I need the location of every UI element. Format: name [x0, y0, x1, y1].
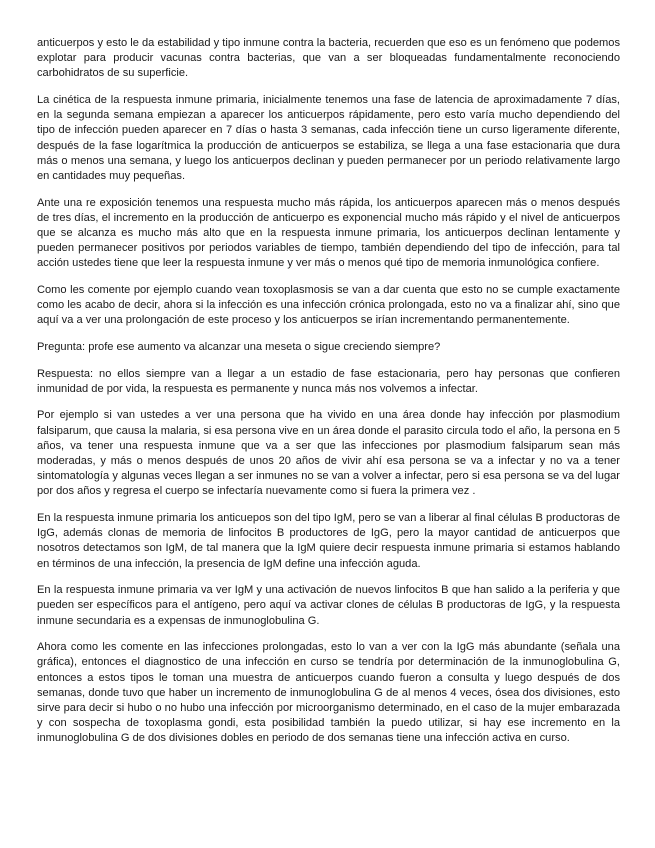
paragraph-question: Pregunta: profe ese aumento va alcanzar una meseta o sigue creciendo siempre?	[37, 341, 441, 354]
paragraph-reexposure-response: Ante una re exposición tenemos una respuesta mucho más rápida, los anticuerpos aparecen más o menos después de tres días, el incremento en la producción de anticuerpo es exponencial mucho más rápido y el nivel de anticuerpos que se alcanza es mucho más alto que en la respuesta inmune primaria, los anticuerpos declinan lentamente y pueden permanecer positivos por periodos variables de tiempo, también dependiendo del tipo de infección, para tal acción ustedes tiene que leer la respuesta inmune y ver más o menos qué tipo de memoria inmunológica confiere.	[37, 196, 620, 270]
paragraph-toxoplasmosis-example: Como les comente por ejemplo cuando vean toxoplasmosis se van a dar cuenta que esto no se cumple exactamente como les acabo de decir, ahora si la infección es una infección crónica prolongada, esto no va a finalizar ahí, sino que aquí va a ver una prolongación de este proceso y los anticuerpos se irían incrementando permanentemente.	[37, 284, 620, 327]
paragraph-bacterial-immunity: anticuerpos y esto le da estabilidad y tipo inmune contra la bacteria, recuerden que eso es un fenómeno que podemos explotar para producir vacunas contra bacterias, que van a ser bloqueadas fundamentalmente reconociendo carbohidratos de su superficie.	[37, 37, 620, 80]
paragraph-igm-primary: En la respuesta inmune primaria los anticuepos son del tipo IgM, pero se van a liberar al final células B productoras de IgG, además clonas de memoria de linfocitos B productores de IgG, pero la mayor cantidad de anticuerpos que nosotros detectamos son IgM, de tal manera que la IgM quiere decir respuesta inmune primaria si estamos hablando en términos de una infección, la presencia de IgM define una infección aguda.	[37, 512, 620, 570]
paragraph-igg-secondary: En la respuesta inmune primaria va ver IgM y una activación de nuevos linfocitos B que han salido a la periferia y que pueden ser específicos para el antígeno, pero aquí va activar clones de células B productoras de IgG, y la respuesta inmune secundaria es a expensas de inmunoglobulina G.	[37, 584, 620, 627]
paragraph-malaria-example: Por ejemplo si van ustedes a ver una persona que ha vivido en una área donde hay infección por plasmodium falsiparum, que causa la malaria, si esa persona vive en un área donde el parasito circula todo el año, la persona en 5 años, va tener una respuesta inmune que va a ser que las infecciones por plasmodium falsiparum sean más moderadas, y más o menos después de unos 20 años de vivir ahí esa persona se va a infectar y no va a tener sintomatología y algunas veces llegan a ser inmunes no se van a volver a infectar, pero si esa persona se va del lugar por dos años y regresa el cuerpo se infectaría nuevamente como si fuera la primera vez .	[37, 409, 620, 498]
paragraph-prolonged-infections: Ahora como les comente en las infecciones prolongadas, esto lo van a ver con la IgG más abundante (señala una gráfica), entonces el diagnostico de una infección en curso se tendría por determinación de la inmunoglobulina G, entonces a estos tipos le toman una muestra de anticuerpos cuando fueron a consulta y luego después de dos semanas, donde tuvo que haber un incremento de inmunoglobulina G de al menos 4 veces, ósea dos divisiones, esto sirve para decir si hubo o no hubo una infección por microorganismo determinado, en el caso de la mujer embarazada y con sospecha de toxoplasma gondi, esta posibilidad también la puedo utilizar, si hay ese incremento en la inmunoglobulina G de dos divisiones dobles en periodo de dos semanas tiene una infección activa en curso.	[37, 641, 620, 745]
paragraph-primary-response-kinetics: La cinética de la respuesta inmune primaria, inicialmente tenemos una fase de latencia de aproximadamente 7 días, en la segunda semana empiezan a aparecer los anticuerpos rápidamente, pero esto varía mucho dependiendo del tipo de infección pueden aparecer en 7 días o hasta 3 semanas, cada infección tiene un curso ligeramente diferente, después de la fase logarítmica la producción de anticuerpos se estabiliza, se llega a una fase estacionaria que dura más o menos una semana, y luego los anticuerpos declinan y pueden permanecer por un periodo relativamente largo en cantidades muy pequeñas.	[37, 94, 620, 183]
paragraph-answer: Respuesta: no ellos siempre van a llegar a un estadio de fase estacionaria, pero hay personas que confieren inmunidad de por vida, la respuesta es permanente y nunca más nos volvemos a infectar.	[37, 367, 620, 395]
document-page	[37, 36, 620, 758]
